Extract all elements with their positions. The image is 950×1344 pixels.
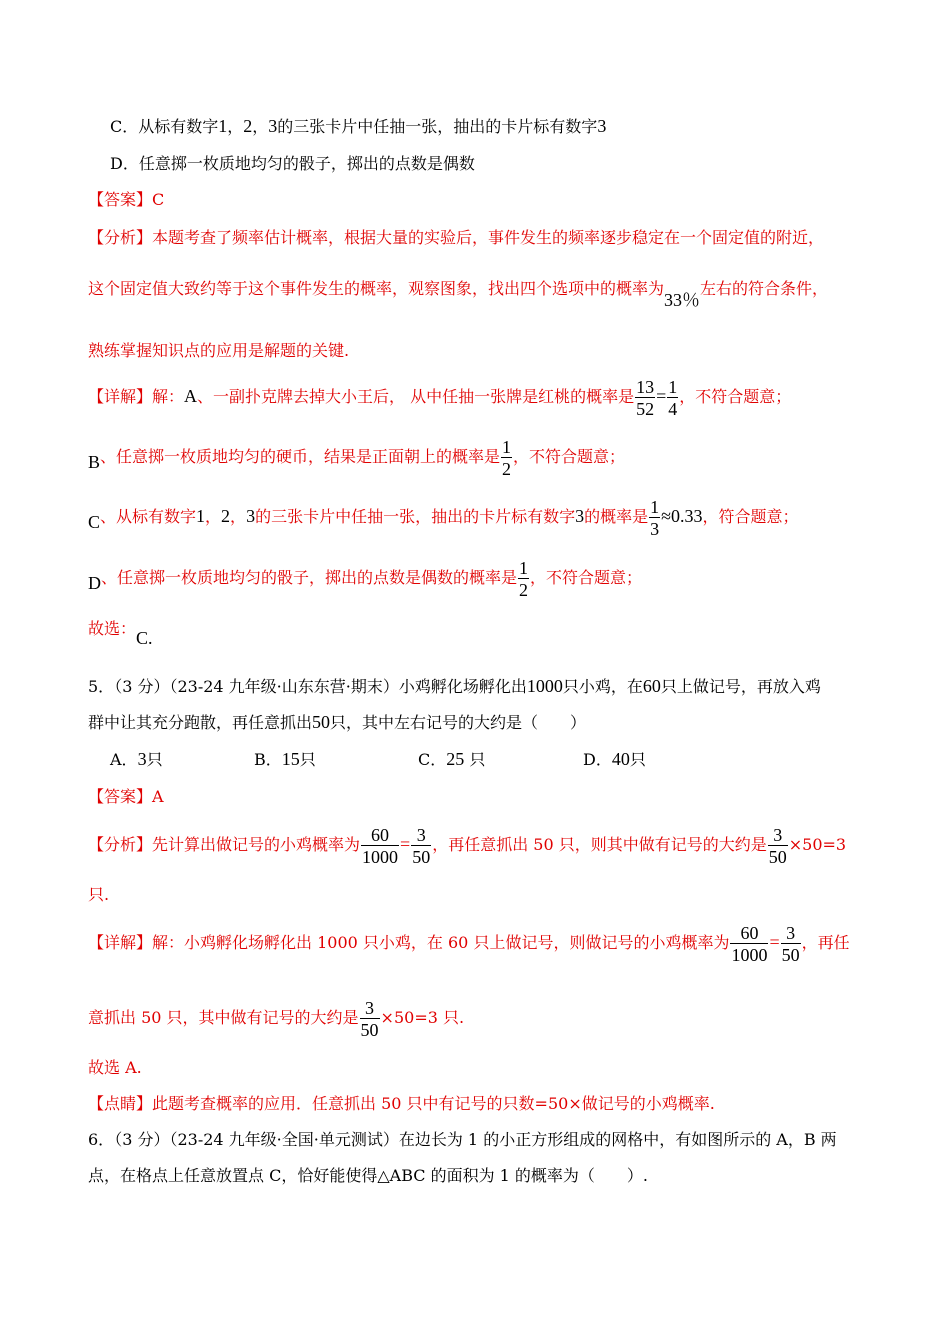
- fraction-3-50-b: $\frac{3}{50}$: [768, 824, 787, 867]
- detail-b: B、任意掷一枚质地均匀的硬币，结果是正面朝上的概率是 $\frac{1}{2}$ ，不符合题意；: [88, 436, 626, 479]
- option-d: D．任意掷一枚质地均匀的骰子，掷出的点数是偶数: [110, 154, 475, 173]
- q5-answer: 【答案】A: [88, 787, 164, 806]
- q5-line-2: 群中让其充分跑散，再任意抓出50只，其中左右记号的大约是（ ）: [88, 712, 587, 732]
- analysis-line-3: 熟练掌握知识点的应用是解题的关键.: [88, 341, 350, 360]
- q5-option-c[interactable]: C．25 只: [418, 749, 486, 769]
- detail-c: C、从标有数字1，2，3的三张卡片中任抽一张，抽出的卡片标有数字3的概率是 $\frac{1}{3}$ ≈0.33，符合题意；: [88, 496, 799, 539]
- q5-choose: 故选 A.: [88, 1058, 142, 1077]
- q5-comment: 【点睛】此题考查概率的应用．任意抓出 50 只中有记号的只数=50×做记号的小鸡概率.: [88, 1094, 715, 1113]
- q5-detail-line-2: 意抓出 50 只，其中做有记号的大约是 $\frac{3}{50}$ ×50=3 只.: [88, 997, 465, 1040]
- answer: 【答案】C: [88, 190, 165, 209]
- option-c: C．从标有数字1，2，3的三张卡片中任抽一张，抽出的卡片标有数字3: [110, 116, 607, 136]
- choose-line: 故选：C.: [88, 619, 153, 648]
- fraction-1-4: $\frac{1}{4}$: [668, 376, 678, 419]
- fraction-13-52: $\frac{13}{52}$: [636, 376, 655, 419]
- q5-analysis-line-2: 只.: [88, 885, 110, 904]
- fraction-60-1000: $\frac{60}{1000}$: [362, 824, 399, 867]
- q5-option-b[interactable]: B．15只: [254, 749, 316, 769]
- analysis-line-1: 【分析】本题考查了频率估计概率，根据大量的实验后，事件发生的频率逐步稳定在一个固定值的附近，: [88, 228, 825, 247]
- fraction-60-1000-d: $\frac{60}{1000}$: [731, 922, 768, 965]
- detail-a: 【详解】解：A、一副扑克牌去掉大小王后， 从中任抽一张牌是红桃的概率是 $\frac{13}{52}$ = $\frac{1}{4}$ ，不符合题意；: [88, 376, 792, 419]
- q6-line-1: 6．（3 分）（23-24 九年级·全国·单元测试）在边长为 1 的小正方形组成的网格中，有如图所示的 A，B 两: [88, 1130, 837, 1149]
- q5-option-a[interactable]: A．3只: [110, 749, 163, 769]
- fraction-3-50-e: $\frac{3}{50}$: [360, 997, 379, 1040]
- q5-analysis-line-1: 【分析】先计算出做记号的小鸡概率为 $\frac{60}{1000}$ = $\frac{3}{50}$ ，再任意抓出 50 只，则其中做有记号的大约是 $\frac{3}{50}$ ×50=3: [88, 824, 847, 867]
- q5-option-d[interactable]: D．40只: [583, 749, 646, 769]
- fraction-1-3: $\frac{1}{3}$: [650, 496, 660, 539]
- fraction-1-2-d: $\frac{1}{2}$: [519, 557, 529, 600]
- fraction-3-50: $\frac{3}{50}$: [412, 824, 431, 867]
- fraction-1-2: $\frac{1}{2}$: [502, 436, 512, 479]
- analysis-line-2: 这个固定值大致约等于这个事件发生的概率，观察图象，找出四个选项中的概率为33％左右的符合条件，: [88, 279, 829, 310]
- detail-d: D、任意掷一枚质地均匀的骰子，掷出的点数是偶数的概率是 $\frac{1}{2}$ ，不符合题意；: [88, 557, 643, 600]
- q5-line-1: 5．（3 分）（23-24 九年级·山东东营·期末）小鸡孵化场孵化出1000只小鸡，在60只上做记号，再放入鸡: [88, 676, 821, 696]
- q5-detail-line-1: 【详解】解：小鸡孵化场孵化出 1000 只小鸡，在 60 只上做记号，则做记号的小鸡概率为 $\frac{60}{1000}$ = $\frac{3}{50}$ ，再任: [88, 922, 850, 965]
- q6-line-2: 点，在格点上任意放置点 C，恰好能使得△ABC 的面积为 1 的概率为（ ）.: [88, 1166, 649, 1185]
- fraction-3-50-d: $\frac{3}{50}$: [781, 922, 800, 965]
